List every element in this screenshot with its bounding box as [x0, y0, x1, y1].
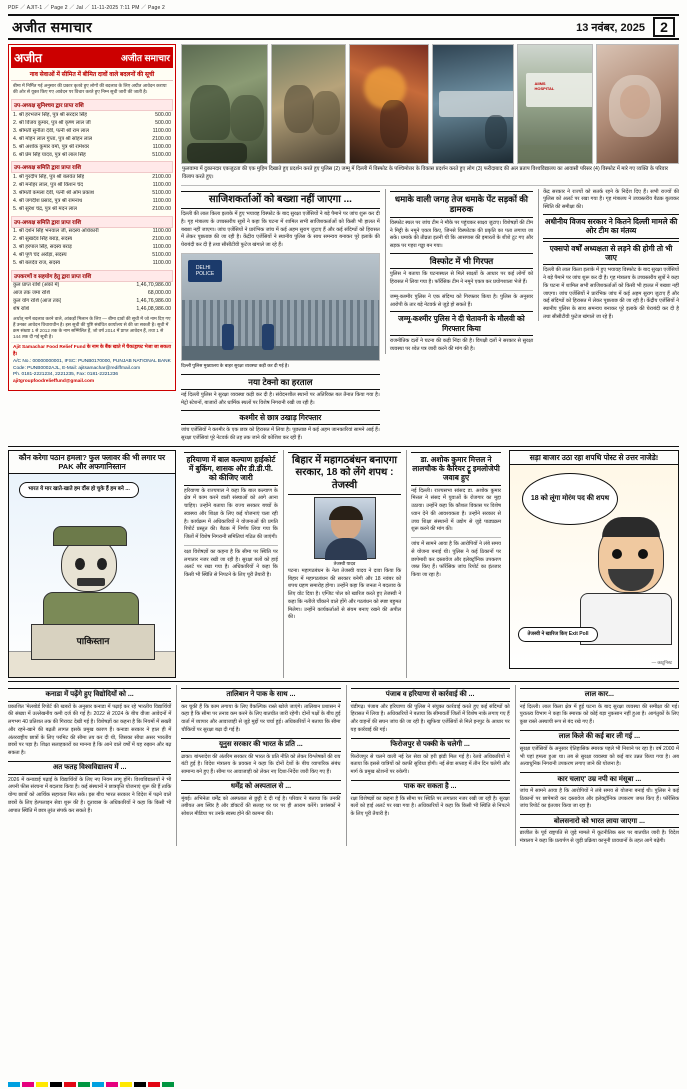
ad-row-name: 6. श्री प्रेम सिंह यादव, पुत्र श्री लाल सिंह	[13, 151, 86, 158]
ad-total-row	[11, 298, 173, 306]
ad-row-price: 1,46,08,986.00	[136, 306, 171, 313]
news-photo-5-hospital: AIIMS HOSPITAL	[517, 44, 593, 164]
bottom-body-4b: सुरक्षा एजेंसियों के अनुसार ऐतिहासिक स्मारक पहले भी निशाने पर रहा है। वर्ष 2000 में भी यहां हमला हुआ था। तब से सुरक्षा व्यवस्था को कई बार उन्नत किया गया है। अब अत्याधुनिक निगरानी उपकरण लगाए जाने की योजना है।	[519, 745, 679, 768]
news-photo-strip	[181, 44, 679, 164]
ad-row-price: 1100.00	[152, 228, 171, 235]
cartoon-right	[509, 464, 679, 669]
bottom-column-1	[8, 685, 171, 846]
story-body-main: दिल्ली की लाल किला इलाके में हुए भयावह विस्फोट के बाद सुरक्षा एजेंसियों ने बड़े पैमाने पर जांच शुरू कर दी है। गृह मंत्रालय के उच्चस्तरीय सूत्रों ने कहा कि घटना में शामिल सभी साजिशकर्ताओं को किसी भी हालत में बख्शा नहीं जाएगा। जांच एजेंसियों ने प्रारंभिक जांच में कई अहम सुराग जुटाए हैं और कई संदिग्धों को हिरासत में लेकर पूछताछ की जा रही है। केंद्रीय एजेंसियों ने स्थानीय पुलिस के साथ समन्वय बनाकर पूरे इलाके की घेराबंदी कर दी है तथा सीसीटीवी फुटेज खंगाले जा रहे हैं।	[181, 211, 380, 249]
bottom-column-3	[346, 685, 510, 846]
ad-brand-secondary: अजीत समाचार	[120, 53, 170, 63]
ad-row-name: आज तक जमा राशि	[13, 290, 51, 297]
cartoon-podium-label: पाकिस्तान	[76, 636, 110, 647]
ad-row-price: 2100.00	[152, 236, 171, 243]
bottom-head-2c: धर्मेंद्र को अस्पताल से ...	[181, 780, 340, 794]
story-body-5-cont: जम्मू-कश्मीर पुलिस ने एक संदिग्ध को गिरफ्तार किया है। पुलिस के अनुसार आरोपी के तार बड़े नेटवर्क से जुड़े हो सकते हैं।	[389, 293, 534, 308]
ad-row-price: 1100.00	[152, 181, 171, 188]
ad-row-name: कुल प्राप्त राशि (अंकों में)	[13, 282, 60, 289]
delhi-police-gate-photo: DELHI POLICE	[181, 253, 380, 361]
bihar-body: पटना। महागठबंधन के नेता तेजस्वी यादव ने दावा किया कि बिहार में महागठबंधन की सरकार बनेगी और 18 नवंबर को शपथ ग्रहण समारोह होगा। उन्होंने कहा कि जनता ने बदलाव के लिए वोट दिया है। एग्जिट पोल को खारिज करते हुए तेजस्वी ने कहा कि नतीजे चौंकाने वाले होंगे और गठबंधन को स्पष्ट बहुमत मिलेगा। उन्होंने कार्यकर्ताओं से संयम बनाए रखने की अपील की।	[287, 567, 402, 621]
story-body-4: विस्फोट स्थल पर जांच टीम ने मौके पर पहुंचकर साक्ष्य जुटाए। विशेषज्ञों की टीम ने मिट्टी के नमूने एकत्र किए, जिनसे विस्फोटक की प्रकृति का पता लगाया जा सके। धमाके की तीव्रता इतनी थी कि आसपास की इमारतों के शीशे टूट गए और सड़क पर गहरा गड्ढा बन गया।	[389, 219, 534, 250]
story-headline-6: जम्मू-कश्मीर पुलिस ने दी चेतावनी के मौलवी को गिरफ्तार किया	[390, 311, 533, 336]
news-photo-1	[181, 44, 268, 164]
bottom-body-2: कर चुकी हैं कि काम लगाया के लिए वैकल्पिक रास्ते खोजे जाएंगे। तालिबान प्रशासन ने कहा है कि सीमा पर तनाव कम करने के लिए बातचीत जारी रहेगी। दोनों पक्षों के बीच हुई वार्ता में व्यापार और आवाजाही से जुड़े मुद्दों पर चर्चा हुई। अधिकारियों ने बताया कि सीमा चौकियों पर सुरक्षा बढ़ा दी गई है।	[181, 703, 341, 733]
ad-contact-line: Ph. 0181-2221234, 2221235, Fax: 0181-2221236	[13, 372, 119, 378]
ad-header	[11, 47, 173, 68]
ad-section-title: उप-अध्यक्ष समिति द्वारा प्राप्त राशि	[11, 161, 173, 173]
bottom-body-4d: ब्राजील के पूर्व राष्ट्रपति से जुड़े मामले में कूटनीतिक स्तर पर बातचीत जारी है। विदेश मंत्रालय ने कहा कि प्रत्यर्पण से जुड़ी प्रक्रिया कानूनी प्रावधानों के तहत आगे बढ़ेगी।	[519, 830, 679, 844]
ad-row	[11, 244, 173, 252]
ad-row	[11, 143, 173, 151]
bottom-head-3c: पाक कर सकता है ...	[351, 780, 510, 794]
ad-row	[11, 181, 173, 189]
photo-caption: फुलवामा में दुकानदार एकजुटता की एक मुहिम दिखाते हुए प्रदर्शन करते हुए पुलिस (2) जम्मू में दिल्ली में विस्फोट के पश्चिमोत्तर के विकास प्रदर्शन करते हुए लोग (3) फरीदाबाद की अल प्रताप विश्वविद्यालय का आवासी परिसर (4) विस्फोट में मारे गए व्यक्ति के परिवार विलाप करते हुए।	[182, 166, 669, 180]
ad-row-name: 2. श्री विजय कुमार, पुत्र श्री कृष्ण लाल जी	[13, 119, 91, 126]
bottom-head-4c: कार चलाए' उम्र नपी का मंसूबा ...	[520, 772, 679, 786]
story-headline-8: एक्सपो वर्षों अध्यक्षता से लड़ने की होगी तो भी जाए	[543, 241, 679, 266]
cartoon-right-note: तेजस्वी ने खारिज किए Exit Poll	[518, 627, 598, 642]
bottom-head-4d: बोलसनारो को भारत लाया जाएगा ...	[520, 814, 679, 828]
ad-row	[11, 173, 173, 181]
ad-section-title: उप-अध्यक्ष सुनिश्चय द्वार प्राप्त राशि	[11, 99, 173, 111]
cartoon-right-speech-bubble: 18 को लूंगा मोरंम पद की शपथ	[522, 473, 618, 525]
bottom-body-2c: मुंबई। अभिनेता धर्मेंद्र को अस्पताल से छुट्टी दे दी गई है। परिवार ने बताया कि उनकी तबीयत अब स्थिर है और डॉक्टरों की सलाह पर घर पर ही आराम करेंगे। प्रशंसकों ने सोशल मीडिया पर उनके स्वस्थ होने की कामना की।	[181, 795, 341, 818]
bottom-head-4: लाल कार...	[520, 688, 679, 702]
bihar-story	[283, 450, 401, 678]
ad-row	[11, 127, 173, 135]
cartoon-left-title: कौन करेगा पठान हमला? फुल फ्लावर की भी लगार पर PAK और अफगानिस्तान	[8, 450, 176, 474]
ad-section	[11, 216, 173, 268]
ad-row-name: शेष राशि	[13, 306, 30, 313]
ad-contact-line: Ajit Samachar Food Relief Fund के नाम के बैंक खाते में चैक/ड्राफ्ट भेजा जा सकता है।	[13, 345, 171, 358]
story-headline-4: धमाके वाली जगह तेज धमाके पेंट सड़कों की डामरुक	[390, 191, 533, 218]
ad-section-title: उप-अध्यक्ष समिति द्वारा प्राप्त राशि	[11, 216, 173, 228]
page-title: अजीत समाचार	[12, 18, 93, 35]
bottom-body-3c: रक्षा विशेषज्ञों का कहना है कि सीमा पर स्थिति पर लगातार नजर रखी जा रही है। सुरक्षा बलों को हाई अलर्ट पर रखा गया है। अधिकारियों ने कहा कि किसी भी स्थिति से निपटने के लिए पूरी तैयारी है।	[350, 795, 510, 818]
ad-contact-line: A/C No.: 00000000001, IFSC: PUNB0170000, PUNJAB NATIONAL BANK	[13, 358, 171, 364]
ad-row-name: 4. श्री जगदीश प्रसाद, पुत्र श्री रामनाथ	[13, 198, 83, 205]
ad-row	[11, 236, 173, 244]
ad-row-price: 2100.00	[152, 173, 171, 180]
bottom-body-4: नई दिल्ली। लाल किला क्षेत्र में हुई घटना के बाद सुरक्षा व्यवस्था की समीक्षा की गई। पुरातत्व विभाग ने कहा कि स्मारक को कोई बड़ा नुकसान नहीं हुआ है। आगंतुकों के लिए कुछ रास्ते अस्थायी रूप से बंद रखे गए हैं।	[519, 703, 679, 726]
story-headline-main: साजिशकर्ताओं को बख्शा नहीं जाएगा ...	[181, 191, 380, 210]
news-photo-2	[271, 44, 347, 164]
story-body-8: दिल्ली की लाल किला इलाके में हुए भयावह विस्फोट के बाद सुरक्षा एजेंसियों ने बड़े पैमाने पर जांच शुरू कर दी है। गृह मंत्रालय के उच्चस्तरीय सूत्रों ने कहा कि घटना में शामिल सभी साजिशकर्ताओं को किसी भी हालत में बख्शा नहीं जाएगा। जांच एजेंसियों ने प्रारंभिक जांच में कई अहम सुराग जुटाए हैं और कई संदिग्धों को हिरासत में लेकर पूछताछ की जा रही है। केंद्रीय एजेंसियों ने स्थानीय पुलिस के साथ समन्वय बनाकर पूरे इलाके की घेराबंदी कर दी है तथा सीसीटीवी फुटेज खंगाले जा रहे हैं।	[543, 267, 679, 320]
cartoon-figure-cap	[53, 526, 127, 546]
ad-row-price: 1,46,70,986.00	[136, 282, 171, 289]
story-body-5: पुलिस ने बताया कि घटनास्थल से मिले साक्ष्यों के आधार पर कई लोगों को हिरासत में लिया गया है। फॉरेंसिक टीम ने नमूने एकत्र कर प्रयोगशाला भेजे हैं।	[389, 271, 534, 286]
ad-row	[11, 111, 173, 119]
issue-date: 13 नवंबर, 2025	[576, 21, 645, 34]
ad-row-name: कुल योग राशि (आज तक)	[13, 298, 62, 305]
tejashwi-caption: तेजस्वी यादव	[333, 561, 356, 567]
ad-section	[11, 99, 173, 159]
story-body-2: नई दिल्ली पुलिस ने सुरक्षा व्यवस्था कड़ी कर दी है। संवेदनशील स्थानों पर अतिरिक्त बल तैनात किया गया है। मेट्रो स्टेशनों, बाजारों और धार्मिक स्थलों पर विशेष निगरानी रखी जा रही है।	[181, 392, 380, 407]
bottom-head-1b: अत फतह विश्वविद्यालय में ...	[8, 761, 171, 775]
ad-brand: अजीत	[14, 51, 43, 65]
mittal-body-cont: जांच में सामने आया है कि आरोपियों ने लंबे समय से योजना बनाई थी। पुलिस ने कई ठिकानों पर छापेमारी कर दस्तावेज और इलेक्ट्रॉनिक उपकरण जब्त किए हैं। फॉरेंसिक जांच रिपोर्ट का इंतजार किया जा रहा है।	[411, 541, 501, 579]
ad-total-row	[11, 290, 173, 298]
story-body-7: केंद्र सरकार ने राज्यों को सतर्क रहने के निर्देश दिए हैं। सभी राज्यों की पुलिस को अलर्ट पर रखा गया है। गृह मंत्रालय ने उच्चस्तरीय बैठक बुलाकर स्थिति की समीक्षा की।	[543, 188, 679, 211]
bottom-head-4b: लाल किले की कई बार ली गई ...	[520, 730, 679, 744]
ad-row-price: 1,46,76,986.00	[136, 298, 171, 305]
haryana-story	[184, 450, 278, 678]
ad-footnote: अर्थात् नामें बदलाव करने वाले, आंकड़ों मिलान के लिए — बीमा दावों की सूची में जो नाम दिए गए हैं उनका आवेदन विचाराधीन है। इस सूची की पुष्टि संबंधित कार्यालय से की जा सकती है। सूची में क्रम संख्या 1 से 2012 तक के नाम सम्मिलित हैं, जो वर्ष 2014 में प्राप्त आवेदन हैं, तथा 1 से 144 तक दी गई सूची है।	[13, 315, 171, 340]
ad-row	[11, 119, 173, 127]
ad-row-name: 1. श्री गुरदीप सिंह, पुत्र श्री बलवंत सिंह	[13, 173, 85, 180]
mittal-body: नई दिल्ली। राज्यसभा सांसद डा. अशोक कुमार मित्तल ने संसद में युवाओं के रोजगार का मुद्दा उठाया। उन्होंने कहा कि कौशल विकास पर विशेष ध्यान देने की आवश्यकता है। उन्होंने सरकार से उच्च शिक्षा संस्थानों में उद्योग से जुड़े पाठ्यक्रम शुरू करने की मांग की।	[411, 487, 501, 533]
bottom-body-4c: जांच में सामने आया है कि आरोपियों ने लंबे समय से योजना बनाई थी। पुलिस ने कई ठिकानों पर छापेमारी कर दस्तावेज और इलेक्ट्रॉनिक उपकरण जब्त किए हैं। फॉरेंसिक जांच रिपोर्ट का इंतजार किया जा रहा है।	[519, 788, 679, 810]
haryana-body: हरियाणा के राज्यपाल ने कहा कि बाल कल्याण के क्षेत्र में काम करने वाली संस्थाओं को आगे आना चाहिए। उन्होंने बताया कि राज्य सरकार बच्चों के स्वास्थ्य और शिक्षा के लिए कई योजनाएं चला रही है। कार्यक्रम में अधिकारियों ने योजनाओं की प्रगति रिपोर्ट प्रस्तुत की। बैठक में निर्णय लिया गया कि जिलों में विशेष निगरानी समितियां गठित की जाएंगी।	[184, 487, 278, 541]
ad-section-title: उपकरणों व सहयोग हेतु द्वारा प्राप्त राशि	[11, 270, 173, 282]
ad-row-name: 2. श्री मनोहर लाल, पुत्र श्री किशन चंद	[13, 181, 84, 188]
bottom-column-4	[515, 685, 679, 846]
cartoon-credit: — काटूनिस्ट	[651, 659, 672, 665]
ad-contact-line: Code: PUNB0002AJL, E-Mail: ajitsamachar@rediffmail.com	[13, 365, 141, 371]
relief-fund-advertisement	[8, 44, 176, 391]
news-photo-4	[432, 44, 515, 164]
haryana-headline: हरियाणा में बाल कल्याण हाईकोर्ट में बुकिंग, शासक और डी.डी.पी. को कीजिए जारी	[184, 452, 278, 486]
ad-total-row	[11, 306, 173, 314]
ad-row-name: 2. श्री सुखदेव सिंह बराड़, सदस्य	[13, 236, 73, 243]
ad-row	[11, 190, 173, 198]
ad-row-name: 3. श्रीमती कमला देवी, पत्नी श्री ओम प्रकाश	[13, 190, 95, 196]
story-column-c	[538, 189, 679, 322]
ad-row-name: 1. श्री हरभजन सिंह, पुत्र श्री सरदार सिंह	[13, 111, 88, 118]
ad-row-name: 5. श्री अशोक कुमार वर्मा, पुत्र श्री रामेश्वर	[13, 143, 90, 150]
ad-row-name: 3. श्रीमती सुनीता देवी, पत्नी श्री राम लाल	[13, 127, 90, 134]
story-headline-3: कश्मीर से छात्र उखाड़ गिरफ्तार	[181, 410, 380, 425]
story-column-a	[181, 189, 380, 443]
cartoon-right-title: सड़ा बाजार उठा रहा शपथि पोस्ट से उत्तर नाजेडे!	[509, 450, 679, 464]
ad-row	[11, 260, 173, 268]
bottom-head-3: पंजाब व हरियाणा से कार्रवाई की ...	[351, 688, 510, 702]
ad-total-row	[11, 282, 173, 290]
news-photo-3	[349, 44, 428, 164]
ad-row-name: 3. श्री हरपाल सिंह, सदस्य बराड़	[13, 244, 72, 251]
cartoon-left-speech-bubble: भारत ये मार खाते-खाते हम दौंस हो चुके हैं हम बने ...	[19, 482, 139, 498]
story-body-3: जांच एजेंसियों ने कश्मीर के एक छात्र को हिरासत में लिया है। पूछताछ में कई अहम जानकारियां सामने आई हैं। सुरक्षा एजेंसियां पूरे नेटवर्क की तह तक जाने की कोशिश कर रही हैं।	[181, 427, 380, 441]
ad-row	[11, 206, 173, 214]
mittal-headline: डा. अशोक कुमार मित्तल ने लालचौक के कैरियर ट्रू इमलोजेपी जवाब हुए	[411, 452, 501, 486]
ad-row-price: 68,000.00	[147, 290, 171, 297]
ad-section	[11, 161, 173, 213]
masthead	[8, 14, 679, 40]
bottom-body-1b: 2026 में कनाडाई पढ़ाई के विद्यार्थियों के लिए नए नियम लागू होंगे। विश्वविद्यालयों ने भी अपनी फीस संरचना में बदलाव किया है। कई संस्थानों ने छात्रवृत्ति योजनाएं शुरू की हैं ताकि योग्य छात्रों को आर्थिक सहायता मिल सके। इस बीच भारत सरकार ने विदेश में पढ़ने वाले छात्रों के लिए हेल्पलाइन सेवा शुरू की है। दूतावास के अधिकारियों ने कहा कि किसी भी आपात स्थिति में छात्र तुरंत संपर्क कर सकते हैं।	[8, 776, 172, 814]
story-headline-2: नया टेक्नो का हरताल	[181, 374, 380, 391]
bottom-body-3: चंडीगढ़। पंजाब और हरियाणा की पुलिस ने संयुक्त कार्रवाई करते हुए कई संदिग्धों को हिरासत में लिया है। अधिकारियों ने बताया कि सीमावर्ती जिलों में विशेष नाके लगाए गए हैं और वाहनों की सघन जांच की जा रही है। खुफिया एजेंसियों से मिले इनपुट के आधार पर यह कार्रवाई की गई।	[350, 703, 510, 733]
ad-row-price: 1100.00	[152, 260, 171, 267]
ad-row-price: 1100.00	[152, 244, 171, 251]
bottom-body-1: प्रकाशित 'मेलबोर्ड रिपोर्ट की खबरों के अनुसार कनाडा में पढ़ाई कर रहे भारतीय विद्यार्थियों की संख्या में उल्लेखनीय कमी दर्ज की गई है। 2022 से 2024 के बीच वीजा आवेदनों में लगभग 40 प्रतिशत तक की गिरावट देखी गई है। विशेषज्ञों का कहना है कि नियमों में सख्ती और रहने-खाने की बढ़ती लागत इसके प्रमुख कारण हैं। कनाडा सरकार ने हाल ही में अंतरराष्ट्रीय छात्रों के लिए परमिट की सीमा तय कर दी थी, जिसका सीधा असर भारतीय छात्रों पर पड़ा है। शिक्षा सलाहकारों का मानना है कि आने वाले वर्षों में यह रुझान और बढ़ सकता है।	[8, 703, 172, 756]
story-headline-5: विस्फोट में भी गिरफ्त	[390, 253, 533, 270]
ad-row	[11, 151, 173, 159]
story-headline-7: अधीनीय विजय सरकार ने कितने दिल्ली मामले की ओर टीम का मंतव्य	[543, 214, 679, 239]
ad-row-price: 2100.00	[152, 135, 171, 142]
photo-subcaption: दिल्ली पुलिस मुख्यालय के बाहर सुरक्षा व्यवस्था कड़ी कर दी गई है।	[181, 362, 290, 368]
ad-row-price: 1100.00	[152, 198, 171, 205]
ad-row-name: 4. श्री मोहन लाल गुप्ता, पुत्र श्री सोहन लाल	[13, 135, 93, 142]
ad-row-name: 1. श्री दर्शन सिंह भनवाल जी, सदस्य अधिकारी	[13, 228, 99, 235]
bottom-head-2b: यूनुस सरकार की भारत के प्रति ...	[181, 738, 340, 752]
bihar-headline: बिहार में महागठबंधन बनाएगा सरकार, 18 को लेंगे शपथ : तेजस्वी	[288, 452, 401, 496]
ad-row	[11, 228, 173, 236]
haryana-body-cont: रक्षा विशेषज्ञों का कहना है कि सीमा पर स्थिति पर लगातार नजर रखी जा रही है। सुरक्षा बलों को हाई अलर्ट पर रखा गया है। अधिकारियों ने कहा कि किसी भी स्थिति से निपटने के लिए पूरी तैयारी है।	[184, 548, 278, 579]
ad-contact	[11, 342, 173, 387]
tejashwi-portrait	[314, 497, 376, 559]
ad-contact-email: ajitgroupfoodrelieffund@gmail.com	[13, 378, 95, 384]
mittal-story	[406, 450, 501, 678]
ad-row-name: 5. श्री सुरेश चंद्र, पुत्र श्री मदन लाल	[13, 206, 78, 213]
story-body-6: राजनीतिक दलों ने घटना की कड़ी निंदा की है। विपक्षी दलों ने सरकार से सुरक्षा व्यवस्था पर श्वेत पत्र जारी करने की मांग की है।	[389, 338, 534, 352]
ad-row-name: 5. श्री बलदेव राज, सदस्य	[13, 260, 61, 267]
print-metadata-bar	[0, 0, 687, 12]
ad-row	[11, 135, 173, 143]
ad-row-price: 2100.00	[152, 206, 171, 213]
bottom-head-2: तालिबान ने पाक के साथ ...	[181, 688, 340, 702]
ad-row	[11, 198, 173, 206]
ad-headline: नाव सेवाओं में सीमित में बीमित दावों वाले बदलनों की सूची	[11, 68, 173, 81]
news-photo-6-mourning	[596, 44, 679, 164]
ad-row-price: 1100.00	[152, 127, 171, 134]
ad-row-price: 1100.00	[152, 143, 171, 150]
ad-row-price: 500.00	[155, 111, 171, 118]
story-column-b	[385, 189, 533, 354]
ad-row-price: 5100.00	[152, 151, 171, 158]
ad-row-price: 5100.00	[152, 252, 171, 259]
ad-row-price: 500.00	[155, 119, 171, 126]
bottom-head-1: कनाडा में पढ़ेंगे हुए विद्योदियों को ...	[8, 688, 171, 702]
ad-top-note: बीमा में निर्मित गई अनुसार की प्रकार कृतवे हुए लोगों की बदलाव के लिए अग्रीत आवेदन कराया की ओर से यूक्त किए गए आवेदन पर विचार करते हुए निम्न सूची जारी की जाती है।	[13, 83, 167, 95]
bottom-body-3b: फिरोजपुर से चलने वाली नई रेल सेवा को हरी झंडी मिल गई है। रेलवे अधिकारियों ने बताया कि इससे यात्रियों को काफी सुविधा होगी। नई सेवा सप्ताह में तीन दिन चलेगी और मार्ग के प्रमुख स्टेशनों पर रुकेगी।	[350, 753, 510, 775]
print-metadata-text: PDF ／ AJIT-1 ／ Page 2 ／ Jal ／ 11-11-2025 7:11 PM ／ Page 2	[8, 4, 166, 11]
print-registration-colorbar	[8, 1082, 174, 1087]
cartoon-left	[8, 473, 176, 678]
ad-row-price: 5100.00	[152, 190, 171, 196]
bottom-body-2b: ढाका। बांग्लादेश की अंतरिम सरकार की भारत के प्रति नीति को लेकर विश्लेषकों की राय बंटी हुई है। विदेश मंत्रालय के प्रवक्ता ने कहा कि दोनों देशों के बीच व्यापारिक संबंध सामान्य बने हुए हैं। सीमा पर आवाजाही को लेकर नए दिशा-निर्देश जारी किए गए हैं।	[181, 753, 341, 775]
bottom-head-3b: फिरोजपुर से पक्की के चलेगी ...	[351, 738, 510, 752]
ad-totals-section	[11, 270, 173, 314]
ad-row	[11, 252, 173, 260]
bottom-column-2	[176, 685, 340, 846]
page-number: 2	[653, 17, 675, 37]
ad-row-name: 4. श्री पूर्ण चंद अरोड़ा, सदस्य	[13, 252, 67, 259]
